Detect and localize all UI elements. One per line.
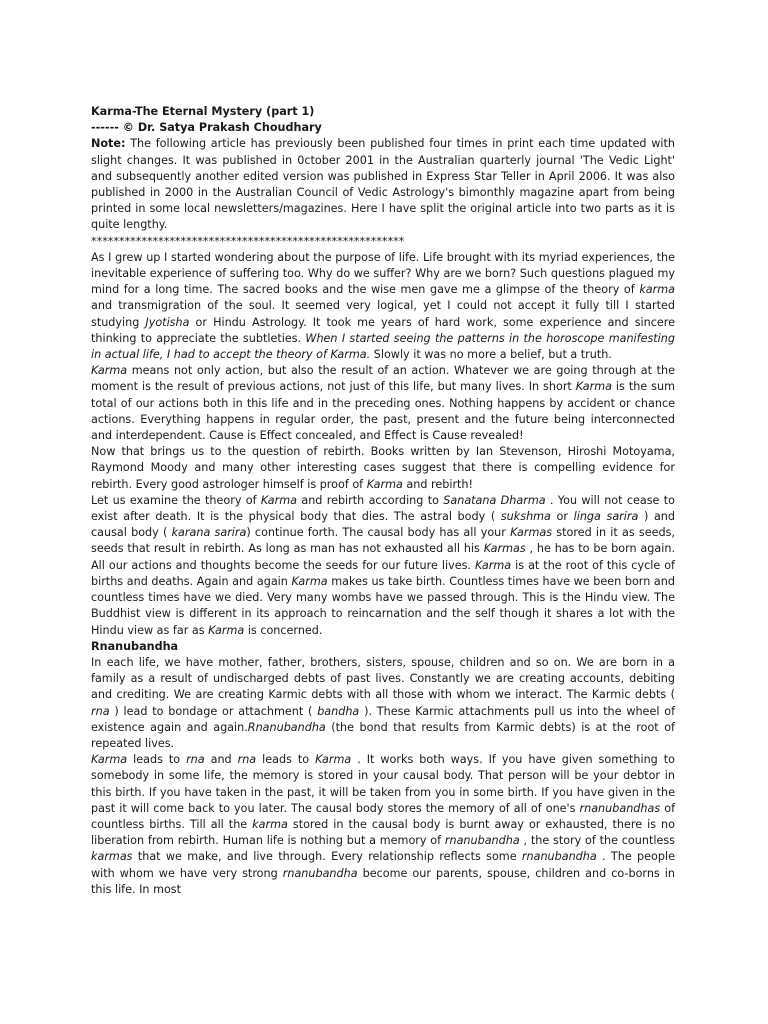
text-run: or Hindu Astrology. It took me years of hard work, some experience and sincere thinking to appreciate the subtleties.: [91, 315, 676, 345]
text-run: . The people with whom we have very strong: [91, 850, 675, 880]
italic-term: rnanubandha: [444, 834, 520, 848]
text-run: In each life, we have mother, father, brothers, sisters, spouse, children and so on. We are born in a family as a result of undischarged debts of past lives. Constantly we are creating accounts, debiting and crediting. We are creating Karmic debts with all those with whom we interact. The Karmic debts (: [91, 655, 675, 702]
italic-term: rna: [237, 753, 257, 767]
italic-term: Karma: [91, 753, 128, 767]
text-run: stored in the causal body is burnt away or exhausted, there is no liberation from rebirth. Human life is nothing but a memory of: [91, 817, 675, 848]
paragraph: [91, 655, 675, 752]
text-run: or: [550, 510, 574, 524]
italic-term: rnanubandhas: [579, 801, 661, 815]
italic-term: linga sarira: [573, 510, 639, 524]
text-run: means not only action, but also the result of an action. Whatever we are going through at the moment is the result of previous actions, not just of this life, but many lives. In short: [91, 364, 675, 394]
italic-term: Karma: [575, 380, 612, 394]
bold-label: Note:: [91, 137, 126, 151]
text-run: makes us take birth. Countless times have we been born and countless times have we died. Very many wombs have we passed through. This is the Hindu view. The Buddhist view is different in its approach to reincarnation and the self though it shares a lot with the Hindu view as far as: [91, 574, 675, 637]
text-run: ) continue forth. The causal body has all your: [246, 526, 511, 540]
text-run: Let us examine the theory of: [91, 493, 261, 507]
document-page: [91, 104, 675, 898]
text-run: leads to: [256, 753, 316, 767]
italic-term: Karma: [315, 753, 352, 767]
text-run: ) and causal body (: [91, 510, 675, 540]
italic-term: When I started seeing the patterns in the horoscope manifesting in actual life, I had to accept the theory of Karma.: [91, 331, 675, 362]
text-run: , the story of the countless: [519, 834, 675, 848]
paragraph: [91, 363, 675, 444]
paragraph: [91, 444, 675, 493]
text-run: Slowly it was no more a belief, but a truth.: [370, 348, 612, 362]
text-run: and rebirth!: [402, 477, 474, 491]
section-heading: Rnanubandha: [91, 639, 179, 653]
italic-term: Sanatana Dharma: [443, 493, 546, 507]
text-run: is at the root of this cycle of births and deaths. Again and again: [91, 558, 675, 588]
text-run: Now that brings us to the question of rebirth. Books written by Ian Stevenson, Hiroshi Motoyama, Raymond Moody and many other interesting cases suggest that there is compelling evidence for rebirth. Every good astrologer himself is proof of: [91, 445, 675, 491]
separator: ********************************************************: [91, 234, 405, 248]
byline: ------ © Dr. Satya Prakash Choudhary: [91, 121, 322, 135]
text-run: . You will not cease to exist after death. It is the physical body that dies. The astral body (: [91, 493, 675, 524]
text-run: and rebirth according to: [297, 493, 444, 507]
italic-term: karana sarira: [171, 526, 247, 540]
italic-term: Jyotisha: [145, 315, 190, 329]
text-run: is the sum total of our actions both in this life and in the preceding ones. Nothing happens by accident or chance actions. Everything happens in regular order, the past, present and the future being interconnected and interdependent. Cause is Effect concealed, and Effect is Cause revealed!: [91, 380, 675, 443]
text-run: ) lead to bondage or attachment (: [109, 704, 318, 718]
italic-term: karma: [252, 817, 288, 831]
text-run: and: [204, 753, 238, 767]
text-run: leads to: [127, 753, 187, 767]
italic-term: rna: [91, 704, 110, 718]
italic-term: Karma: [291, 574, 328, 588]
italic-term: bandha: [317, 704, 360, 718]
italic-term: Karma: [474, 558, 512, 572]
italic-term: Rnanubandha: [247, 720, 326, 734]
text-run: stored in it as seeds, seeds that result in rebirth. As long as man has not exhausted all his: [91, 526, 675, 556]
italic-term: Karma: [208, 623, 245, 637]
italic-term: Karma: [91, 364, 128, 378]
italic-term: sukshma: [500, 510, 551, 524]
text-run: (the bond that results from Karmic debts) is at the root of repeated lives.: [91, 720, 675, 750]
text-run: . It works both ways. If you have given something to somebody in some life, the memory is stored in your causal body. That person will be your debtor in this birth. If you have taken in the past, it will be taken from you in some birth. If you have given in the past it will come back to you later. The causal body stores the memory of all of one's: [91, 753, 675, 815]
text-run: that we make, and live through. Every relationship reflects some: [132, 850, 522, 864]
italic-term: rna: [186, 753, 205, 767]
text-run: The following article has previously been published four times in print each time updated with slight changes. It was published in 0ctober 2001 in the Australian quarterly journal 'The Vedic Light' and subsequently another edited version was published in Express Star Teller in April 2006. It was also published in 2000 in the Australian Council of Vedic Astrology's bimonthly magazine apart from being printed in some local newsletters/magazines. Here I have split the original article into two parts as it is quite lengthy.: [91, 137, 675, 232]
italic-term: karma: [639, 283, 675, 297]
article-title: Karma-The Eternal Mystery (part 1): [91, 105, 315, 118]
paragraph: [91, 136, 675, 233]
paragraph: [91, 250, 675, 363]
text-run: ). These Karmic attachments pull us into the wheel of existence again and again.: [91, 704, 676, 734]
italic-term: Karma: [260, 493, 298, 507]
text-run: As I grew up I started wondering about the purpose of life. Life brought with its myriad experiences, the inevitable experience of suffering too. Why do we suffer? Why are we born? Such questions plagued my mind for a long time. The sacred books and the wise men gave me a glimpse of the theory of: [91, 250, 675, 297]
text-run: of countless births. Till all the: [91, 801, 676, 831]
italic-term: karmas: [91, 850, 133, 864]
text-run: , he has to be born again. All our actions and thoughts become the seeds for our future lives.: [91, 542, 676, 572]
italic-term: Karmas: [510, 526, 553, 540]
italic-term: rnanubandha: [521, 850, 597, 864]
text-run: become our parents, spouse, children and co-borns in this life. In most: [91, 866, 675, 896]
italic-term: Karma: [366, 477, 403, 491]
italic-term: Karmas: [483, 542, 526, 556]
text-run: is concerned.: [244, 623, 323, 637]
text-run: and transmigration of the soul. It seemed very logical, yet I could not accept it fully till I started studying: [91, 299, 675, 329]
paragraph: [91, 752, 675, 898]
paragraph: [91, 493, 675, 639]
italic-term: rnanubandha: [282, 866, 358, 880]
